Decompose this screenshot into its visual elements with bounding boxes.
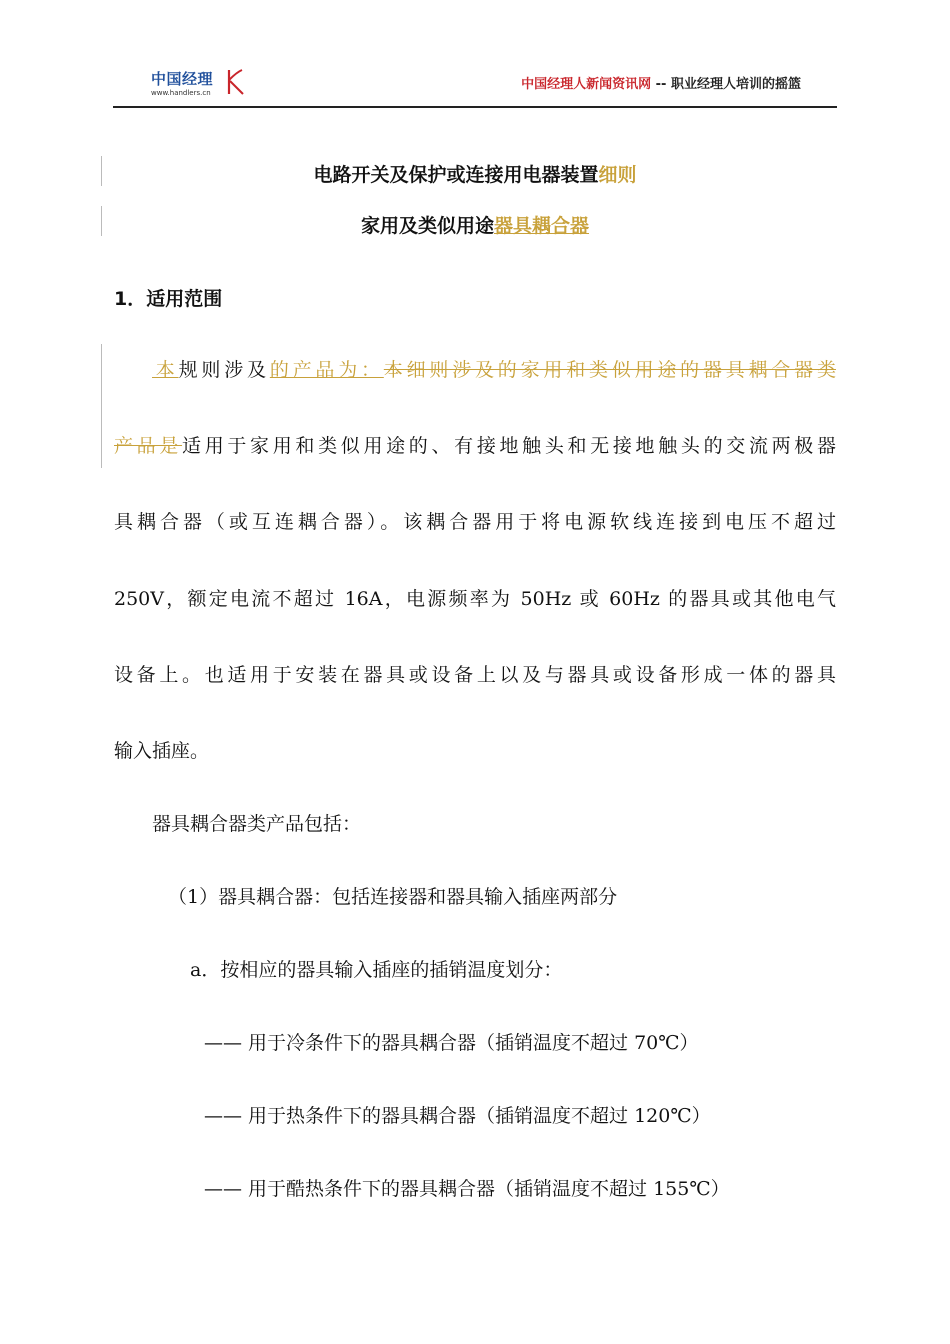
inserted-text: 的产品为： (269, 359, 384, 381)
logo-text: 中国经理 (151, 70, 214, 88)
title-text: 电路开关及保护或连接用电器装置 (313, 164, 599, 186)
inserted-text: 本 (152, 359, 179, 381)
paragraph-line (114, 356, 836, 384)
title-inserted-text: 细则 (598, 164, 637, 186)
slogan-separator: -- (651, 77, 671, 92)
subtitle-text: 家用及类似用途 (360, 215, 494, 237)
document-subtitle (0, 211, 950, 238)
paragraph-line: 输入插座。 (114, 740, 210, 762)
dash-item: —— 用于冷条件下的器具耦合器（插销温度不超过 70℃） (204, 1032, 699, 1054)
deleted-text: 产品是 (114, 435, 183, 457)
paragraph-line: 具耦合器（或互连耦合器）。该耦合器用于将电源软线连接到电压不超过 (114, 511, 836, 533)
subtitle-inserted-text: 器具耦合器 (494, 215, 590, 237)
page-header (113, 60, 837, 108)
paragraph-line: 设备上。也适用于安装在器具或设备上以及与器具或设备形成一体的器具 (114, 664, 836, 686)
list-item: （1）器具耦合器：包括连接器和器具输入插座两部分 (168, 886, 618, 908)
body-text: 适用于家用和类似用途的、有接地触头和无接地触头的交流两极器 (182, 435, 836, 457)
paragraph-line (114, 432, 836, 460)
dash-item: —— 用于热条件下的器具耦合器（插销温度不超过 120℃） (204, 1105, 711, 1127)
slogan-training: 职业经理人培训的摇篮 (670, 77, 801, 92)
body-text: 规则涉及 (178, 359, 270, 381)
logo-mark-icon (223, 68, 245, 96)
sub-list-item: a．按相应的器具输入插座的插销温度划分： (190, 959, 563, 981)
header-slogan (521, 73, 801, 92)
logo-url: www.handlers.cn (151, 89, 211, 97)
document-title (0, 160, 950, 187)
paragraph-line: 250V，额定电流不超过 16A，电源频率为 50Hz 或 60Hz 的器具或其他电气 (114, 588, 836, 610)
section-heading: 1．适用范围 (114, 288, 223, 310)
deleted-text: 本细则涉及的家用和类似用途的器具耦合器类 (383, 359, 836, 381)
site-logo[interactable] (151, 68, 251, 102)
revision-bar (101, 344, 102, 468)
paragraph-intro: 器具耦合器类产品包括： (152, 813, 362, 835)
slogan-news-site: 中国经理人新闻资讯网 (521, 77, 652, 92)
dash-item: —— 用于酷热条件下的器具耦合器（插销温度不超过 155℃） (204, 1178, 730, 1200)
